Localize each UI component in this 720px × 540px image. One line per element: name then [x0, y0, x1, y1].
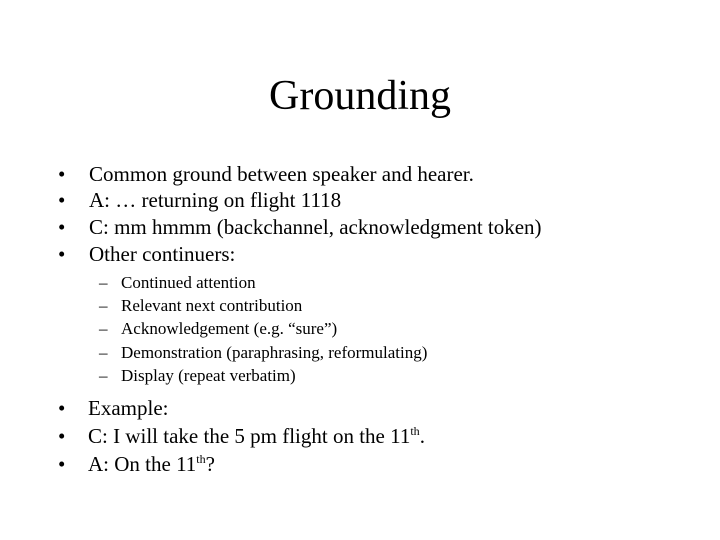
text-run: A: On the 11 — [88, 452, 197, 476]
bullet-marker: • — [58, 424, 66, 448]
bullet-marker: • — [58, 215, 66, 239]
text-run: ? — [205, 452, 215, 476]
bullet-marker: • — [58, 242, 66, 266]
dash-marker: – — [99, 366, 108, 385]
sub-bullet-text: Demonstration (paraphrasing, reformulating) — [121, 343, 428, 362]
bullet-text: Other continuers: — [89, 242, 236, 266]
sub-bullet-text: Acknowledgement (e.g. “sure”) — [121, 319, 338, 338]
bullet-text: C: mm hmmm (backchannel, acknowledgment token) — [89, 215, 542, 239]
dash-marker: – — [99, 273, 108, 292]
sub-bullet-text: Relevant next contribution — [121, 296, 303, 315]
bullet-text: Common ground between speaker and hearer. — [89, 162, 474, 186]
bullet-marker: • — [58, 396, 66, 420]
bullet-text — [88, 423, 425, 449]
dash-marker: – — [99, 296, 108, 315]
ordinal-suffix: th — [196, 452, 206, 466]
bullet-text: Example: — [88, 396, 169, 420]
bullet-marker: • — [58, 162, 66, 186]
text-run: . — [419, 424, 425, 448]
sub-bullet-text: Continued attention — [121, 273, 256, 292]
dash-marker: – — [99, 319, 108, 338]
text-run: C: I will take the 5 pm flight on the 11 — [88, 424, 411, 448]
sub-bullet-text: Display (repeat verbatim) — [121, 366, 296, 385]
bullet-marker: • — [58, 452, 66, 476]
bullet-text: A: … returning on flight 1118 — [89, 188, 342, 212]
ordinal-suffix: th — [410, 424, 420, 438]
dash-marker: – — [99, 343, 108, 362]
bullet-marker: • — [58, 188, 66, 212]
bullet-text — [88, 451, 215, 477]
slide-title: Grounding — [269, 73, 451, 119]
